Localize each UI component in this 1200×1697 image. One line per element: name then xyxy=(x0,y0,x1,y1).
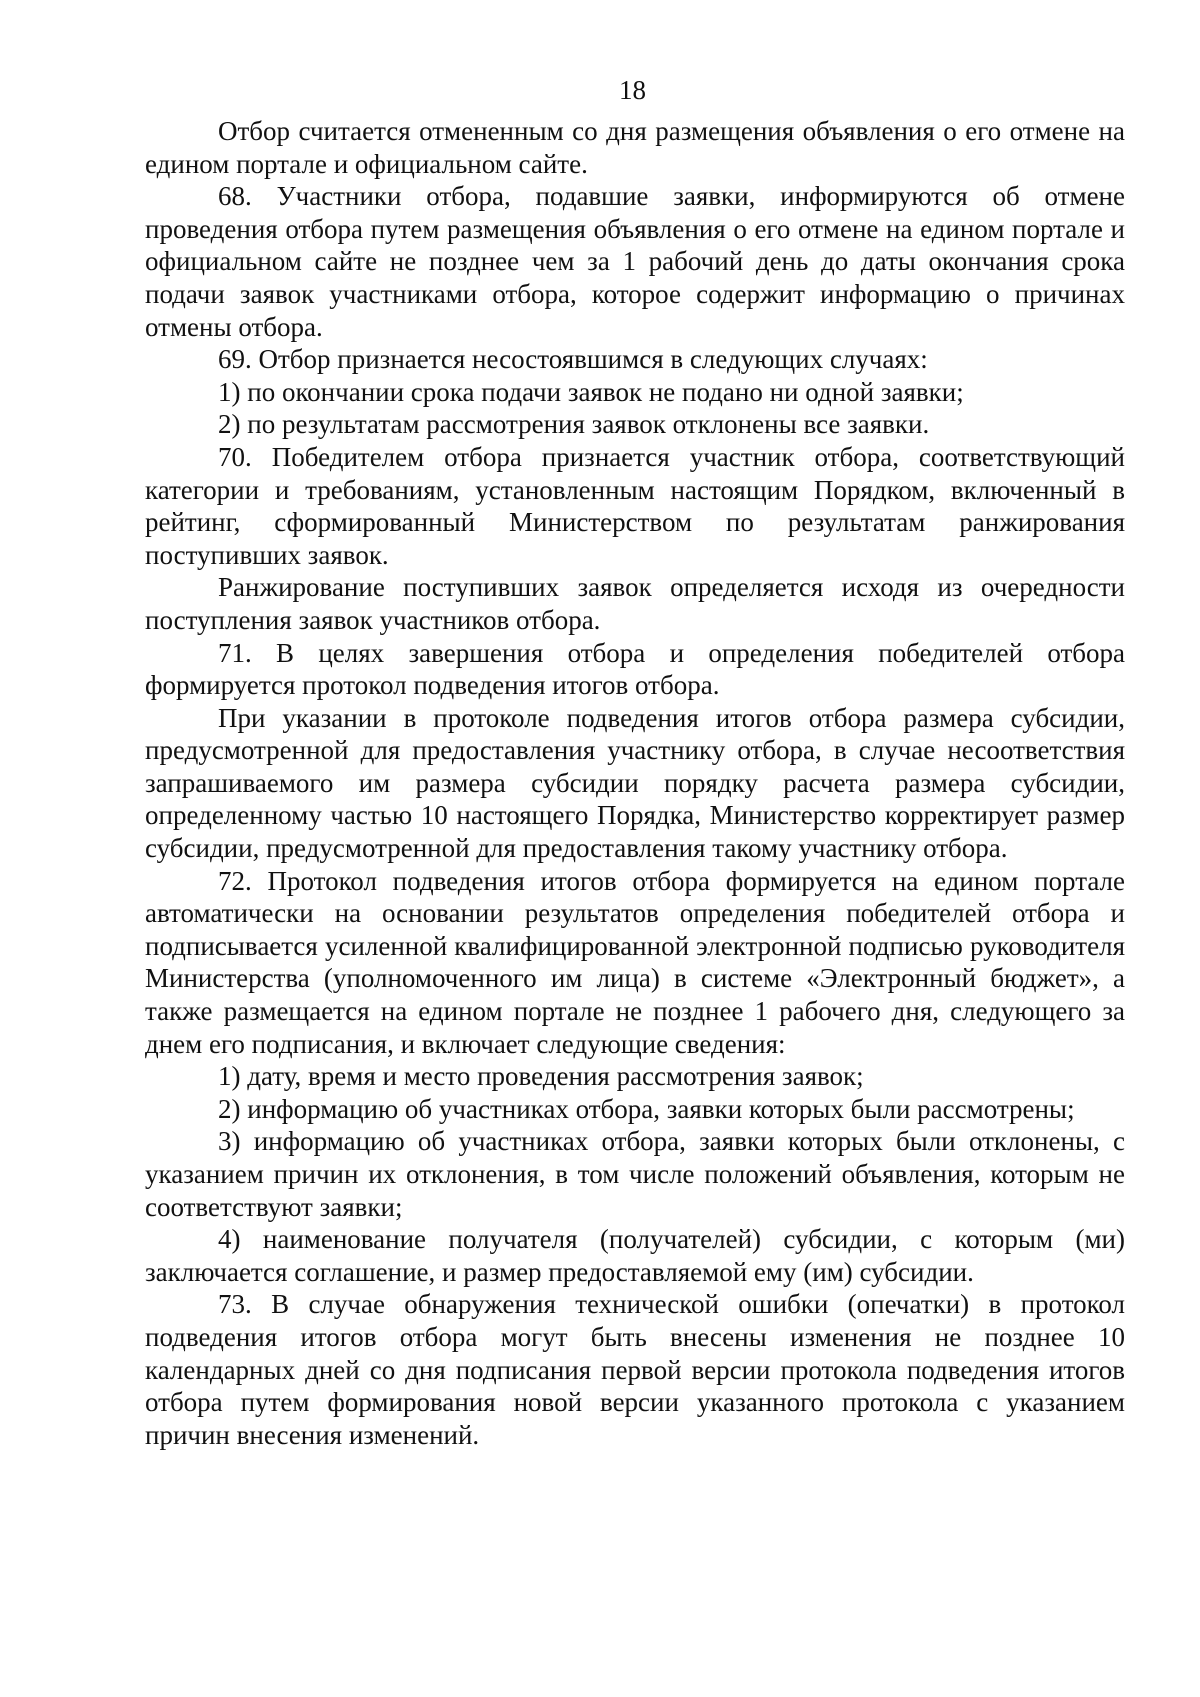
paragraph-69: 69. Отбор признается несостоявшимся в следующих случаях: xyxy=(218,344,928,375)
paragraph-72-item-4: 4) наименование получателя (получателей) субсидии, с которым (ми) заключается соглашение, и размер предоставляемой ему (им) субсидии. xyxy=(145,1224,1125,1287)
paragraph-70-ranking: Ранжирование поступивших заявок определяется исходя из очередности поступления заявок участников отбора. xyxy=(145,572,1125,635)
paragraph-72-item-2: 2) информацию об участниках отбора, заявки которых были рассмотрены; xyxy=(218,1093,1075,1124)
paragraph-71: 71. В целях завершения отбора и определения победителей отбора формируется протокол подведения итогов отбора. xyxy=(145,637,1125,701)
paragraph-71-subsidy: При указании в протоколе подведения итогов отбора размера субсидии, предусмотренной для предоставления участнику отбора, в случае несоответствия запрашиваемого им размера субсидии порядку расчета размера субсидии, определенному частью 10 настоящего Порядка, Министерство корректирует размер субсидии, предусмотренной для предоставления такому участнику отбора. xyxy=(145,702,1125,864)
paragraph-72-item-3: 3) информацию об участниках отбора, заявки которых были отклонены, с указанием причин их отклонения, в том числе положений объявления, которым не соответствуют заявки; xyxy=(145,1126,1125,1222)
paragraph-72: 72. Протокол подведения итогов отбора формируется на едином портале автоматически на основании результатов определения победителей отбора и подписывается усиленной квалифицированной электронной подписью руководителя Министерства (уполномоченного им лица) в системе «Электронный бюджет», а также размещается на едином портале не позднее 1 рабочего дня, следующего за днем его подписания, и включает следующие сведения: xyxy=(145,865,1125,1059)
page-number: 18 xyxy=(619,75,646,105)
paragraph-68: 68. Участники отбора, подавшие заявки, информируются об отмене проведения отбора путем размещения объявления о его отмене на едином портале и официальном сайте не позднее чем за 1 рабочий день до даты окончания срока подачи заявок участниками отбора, которое содержит информацию о причинах отмены отбора. xyxy=(145,181,1125,342)
paragraph-cancel-effective: Отбор считается отмененным со дня размещения объявления о его отмене на едином портале и официальном сайте. xyxy=(145,116,1125,179)
paragraph-69-item-1: 1) по окончании срока подачи заявок не подано ни одной заявки; xyxy=(218,376,964,407)
paragraph-69-item-2: 2) по результатам рассмотрения заявок отклонены все заявки. xyxy=(218,409,930,440)
document-body xyxy=(145,115,1125,1451)
paragraph-73: 73. В случае обнаружения технической ошибки (опечатки) в протокол подведения итогов отбора могут быть внесены изменения не позднее 10 календарных дней со дня подписания первой версии протокола подведения итогов отбора путем формирования новой версии указанного протокола с указанием причин внесения изменений. xyxy=(145,1289,1125,1450)
paragraph-72-item-1: 1) дату, время и место проведения рассмотрения заявок; xyxy=(218,1061,864,1092)
paragraph-70: 70. Победителем отбора признается участник отбора, соответствующий категории и требованиям, установленным настоящим Порядком, включенный в рейтинг, сформированный Министерством по результатам ранжирования поступивших заявок. xyxy=(145,441,1125,570)
